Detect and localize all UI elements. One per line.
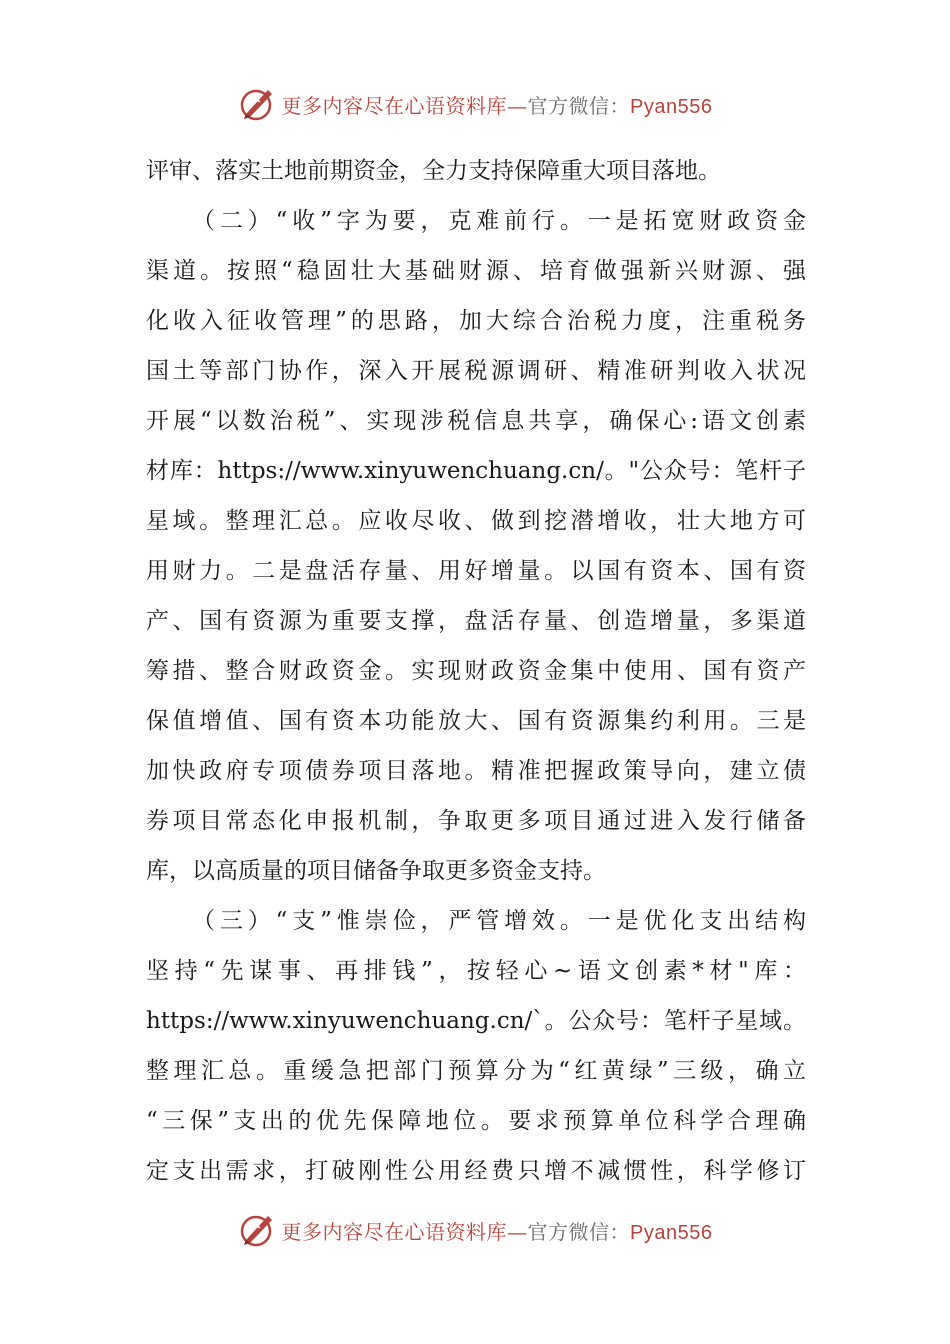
- body-line: 渠道。按照“稳固壮大基础财源、培育做强新兴财源、强: [146, 258, 806, 284]
- footer-wechat-id: Pyan556: [630, 1221, 713, 1244]
- document-body: [146, 146, 806, 1196]
- body-line: 整理汇总。重缓急把部门预算分为“红黄绿”三级，确立: [146, 1058, 806, 1084]
- body-line: 券项目常态化申报机制，争取更多项目通过进入发行储备: [146, 808, 806, 834]
- body-line: 国土等部门协作，深入开展税源调研、精准研判收入状况: [146, 358, 806, 384]
- footer-banner: [0, 1210, 950, 1250]
- body-line: 开展“以数治税”、实现涉税信息共享，确保心:语文创素: [146, 408, 806, 434]
- footer-brand: 更多内容尽在心语资料库: [281, 1219, 508, 1244]
- body-line: 评审、落实土地前期资金，全力支持保障重大项目落地。: [146, 158, 721, 184]
- footer-wechat-label: 官方微信：: [527, 1219, 631, 1244]
- body-line: 星域。整理汇总。应收尽收、做到挖潜增收，壮大地方可: [146, 508, 806, 534]
- header-dash: —: [507, 93, 528, 118]
- body-line: 定支出需求，打破刚性公用经费只增不减惯性，科学修订: [146, 1158, 806, 1184]
- body-line: 保值增值、国有资本功能放大、国有资源集约利用。三是: [146, 708, 806, 734]
- pen-logo-icon: [238, 84, 278, 124]
- body-line: 库，以高质量的项目储备争取更多资金支持。: [146, 858, 606, 884]
- header-wechat-id: Pyan556: [630, 95, 713, 118]
- body-line: https://www.xinyuwenchuang.cn/`。公众号：笔杆子星域。: [146, 1008, 806, 1034]
- body-line: 产、国有资源为重要支撑，盘活存量、创造增量，多渠道: [146, 608, 806, 634]
- body-line: 坚持“先谋事、再排钱”，按轻心~语文创素*材"库：: [146, 958, 806, 984]
- header-banner-text: [282, 90, 713, 119]
- body-line: 筹措、整合财政资金。实现财政资金集中使用、国有资产: [146, 658, 806, 684]
- body-line: 材库：https://www.xinyuwenchuang.cn/。"公众号：笔杆子: [146, 458, 806, 484]
- body-line: “三保”支出的优先保障地位。要求预算单位科学合理确: [146, 1108, 806, 1134]
- header-wechat-label: 官方微信：: [527, 93, 631, 118]
- header-brand: 更多内容尽在心语资料库: [281, 93, 508, 118]
- footer-dash: —: [507, 1219, 528, 1244]
- body-line: （二）“收”字为要，克难前行。一是拓宽财政资金: [192, 208, 806, 234]
- body-line: 化收入征收管理”的思路，加大综合治税力度，注重税务: [146, 308, 806, 334]
- body-line: （三）“支”惟崇俭，严管增效。一是优化支出结构: [192, 908, 806, 934]
- footer-banner-text: [282, 1216, 713, 1245]
- body-line: 用财力。二是盘活存量、用好增量。以国有资本、国有资: [146, 558, 806, 584]
- body-line: 加快政府专项债券项目落地。精准把握政策导向，建立债: [146, 758, 806, 784]
- pen-logo-icon: [238, 1210, 278, 1250]
- header-banner: [0, 84, 950, 124]
